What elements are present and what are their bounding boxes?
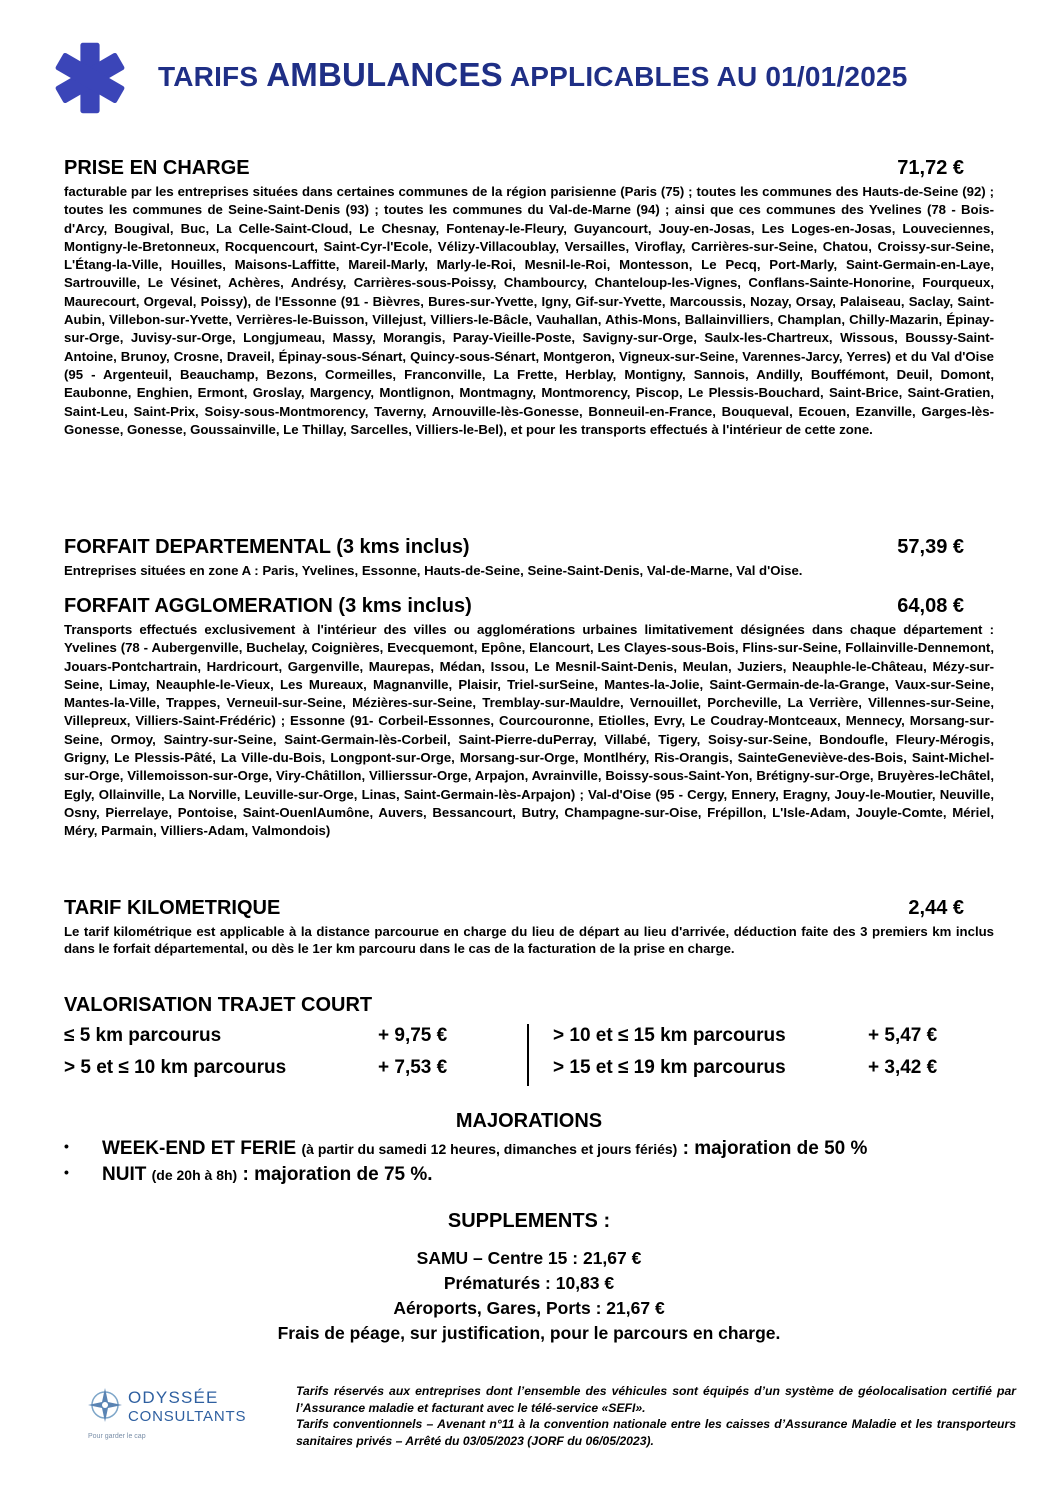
majoration-detail: (de 20h à 8h) bbox=[151, 1167, 238, 1183]
section-text: Entreprises situées en zone A : Paris, Yvelines, Essonne, Hauts-de-Seine, Seine-Saint-Denis, Val-de-Marne, Val d'Oise. bbox=[64, 563, 803, 578]
section-title: FORFAIT AGGLOMERATION (3 kms inclus) bbox=[64, 595, 472, 617]
majoration-label: NUIT bbox=[102, 1164, 147, 1185]
majoration-detail: (à partir du samedi 12 heures, dimanches et jours fériés) bbox=[301, 1141, 678, 1157]
section-forfait-departemental bbox=[64, 535, 994, 580]
bullet-icon: • bbox=[64, 1164, 69, 1180]
supplements-title: SUPPLEMENTS : bbox=[447, 1210, 611, 1232]
valo-label: ≤ 5 km parcourus bbox=[64, 1025, 222, 1046]
bullet-icon: • bbox=[64, 1138, 69, 1154]
section-text: Le tarif kilométrique est applicable à la distance parcourue en charge du lieu de départ au lieu d'arrivée, déduction faite des 3 premiers km inclus dans le forfait départemental, ou dès le 1er km parcouru dans le cas de la facturation de la prise en charge. bbox=[64, 924, 994, 956]
footer-note-2: Tarifs conventionnels – Avenant n°11 à la convention nationale entre les caisses d’Assurance Maladie et les transporteurs sanitaires privés – Arrêté du 03/05/2023 (JORF du 06/05/2023). bbox=[296, 1417, 1016, 1448]
section-price: 57,39 € bbox=[897, 536, 964, 558]
supplement-line: Aéroports, Gares, Ports : 21,67 € bbox=[393, 1298, 665, 1318]
supplement-line: Frais de péage, sur justification, pour le parcours en charge. bbox=[277, 1323, 781, 1343]
section-title: TARIF KILOMETRIQUE bbox=[64, 897, 281, 919]
valo-value: + 3,42 € bbox=[868, 1057, 938, 1078]
compass-icon bbox=[86, 1385, 124, 1427]
valo-label: > 15 et ≤ 19 km parcourus bbox=[553, 1057, 786, 1078]
section-title: PRISE EN CHARGE bbox=[64, 157, 250, 179]
valo-value: + 9,75 € bbox=[378, 1025, 448, 1046]
majoration-value: : majoration de 50 % bbox=[682, 1138, 868, 1159]
supplement-line: Prématurés : 10,83 € bbox=[443, 1273, 615, 1293]
majoration-value: : majoration de 75 %. bbox=[242, 1164, 433, 1185]
footer-note-1: Tarifs réservés aux entreprises dont l’ensemble des véhicules sont équipés d’un système de géolocalisation certifié par l’Assurance maladie et facturant avec le télé-service «SEFI». bbox=[296, 1384, 1016, 1415]
majorations-title: MAJORATIONS bbox=[455, 1110, 603, 1132]
section-text: facturable par les entreprises situées dans certaines communes de la région parisienne (Paris (75) ; toutes les communes des Hauts-de-Seine (92) ; toutes les communes de Seine-Saint-Denis (93) ; toutes les communes du Val-de-Marne (94) ; ainsi que ces communes des Yvelines (78 - Bois-d'Arcy, Bougival, Buc, La Celle-Saint-Cloud, Le Chesnay, Fontenay-le-Fleury, Guyancourt, Jouy-en-Josas, Les Loges-en-Josas, Louveciennes, Montigny-le-Bretonneux, Rocquencourt, Saint-Cyr-l'Ecole, Vélizy-Villacoublay, Versailles, Viroflay, Carrières-sur-Seine, Chatou, Croissy-sur-Seine, L'Étang-la-Ville, Houilles, Maisons-Laffitte, Mareil-Marly, Marly-le-Roi, Mesnil-le-Roi, Montesson, Le Pecq, Port-Marly, Saint-Germain-en-Laye, Sartrouville, Le Vésinet, Achères, Andrésy, Carrières-sous-Poissy, Chambourcy, Chanteloup-les-Vignes, Conflans-Sainte-Honorine, Fourqueux, Maurecourt, Orgeval, Poissy), de l'Essonne (91 - Bièvres, Bures-sur-Yvette, Igny, Gif-sur-Yvette, Marcoussis, Nozay, Orsay, Palaiseau, Saclay, Saint-Aubin, Villebon-sur-Yvette, Verrières-le-Buisson, Villejust, Villiers-le-Bâcle, Vauhallan, Athis-Mons, Ballainvilliers, Champlan, Chilly-Mazarin, Épinay-sur-Orge, Juvisy-sur-Orge, Longjumeau, Massy, Morangis, Paray-Vieille-Poste, Savigny-sur-Orge, Saulx-les-Chartreux, Wissous, Boussy-Saint-Antoine, Brunoy, Crosne, Draveil, Épinay-sous-Sénart, Quincy-sous-Sénart, Montgeron, Vigneux-sur-Seine, Varennes-Jarcy, Yerres) et du Val d'Oise (95 - Argenteuil, Beauchamp, Bezons, Cormeilles, Franconville, La Frette, Herblay, Montigny, Sannois, Andilly, Bouffémont, Deuil, Domont, Eaubonne, Enghien, Ermont, Groslay, Margency, Montlignon, Montmagny, Montmorency, Piscop, Le Plessis-Bouchard, Saint-Brice, Saint-Gratien, Saint-Leu, Saint-Prix, Soisy-sous-Montmorency, Taverny, Arnouville-lès-Gonesse, Bonneuil-en-France, Bouqueval, Ecouen, Ezanville, Garges-lès-Gonesse, Gonesse, Goussainville, Le Thillay, Sarcelles, Villiers-le-Bel), et pour les transports effectués à l'intérieur de cette zone. bbox=[64, 184, 994, 437]
logo-name: ODYSSÉE bbox=[128, 1388, 219, 1407]
valo-value: + 5,47 € bbox=[868, 1025, 938, 1046]
section-prise-en-charge bbox=[64, 156, 994, 439]
section-valorisation bbox=[64, 993, 994, 1017]
section-forfait-agglomeration bbox=[64, 594, 994, 841]
section-title: FORFAIT DEPARTEMENTAL (3 kms inclus) bbox=[64, 536, 470, 558]
page-title: TARIFS AMBULANCES APPLICABLES AU 01/01/2025 bbox=[158, 56, 908, 93]
star-of-life-icon bbox=[50, 38, 130, 118]
logo-tagline: Pour garder le cap bbox=[88, 1433, 146, 1440]
supplement-line: SAMU – Centre 15 : 21,67 € bbox=[416, 1248, 642, 1268]
table-divider bbox=[527, 1024, 529, 1086]
valo-label: > 10 et ≤ 15 km parcourus bbox=[553, 1025, 786, 1046]
footer-note bbox=[296, 1383, 1016, 1449]
section-price: 2,44 € bbox=[908, 897, 964, 919]
majoration-label: WEEK-END ET FERIE bbox=[102, 1138, 297, 1159]
section-title: VALORISATION TRAJET COURT bbox=[64, 994, 373, 1016]
section-text: Transports effectués exclusivement à l'intérieur des villes ou agglomérations urbaines limitativement désignées dans chaque département : Yvelines (78 - Aubergenville, Buchelay, Coignières, Evecquemont, Epône, Elancourt, Les Clayes-sous-Bois, Flins-sur-Seine, Follainville-Dennemont, Jouars-Pontchartrain, Hardricourt, Gargenville, Maurepas, Médan, Issou, Le Mesnil-Saint-Denis, Meulan, Juziers, Neauphle-le-Château, Mézy-sur-Seine, Limay, Neauphle-le-Vieux, Les Mureaux, Magnanville, Plaisir, Triel-surSeine, Mantes-la-Jolie, Saint-Germain-de-la-Grange, Vaux-sur-Seine, Mantes-la-Ville, Trappes, Verneuil-sur-Seine, Mézières-sur-Seine, Tremblay-sur-Mauldre, Vernouillet, Porcheville, La Verrière, Villennes-sur-Seine, Villepreux, Villiers-Saint-Frédéric) ; Essonne (91- Corbeil-Essonnes, Courcouronne, Etiolles, Evry, Le Coudray-Montceaux, Mennecy, Morsang-sur-Seine, Ormoy, Saintry-sur-Seine, Saint-Germain-lès-Corbeil, Saint-Pierre-duPerray, Villabé, Tigery, Soisy-sur-Seine, Bondoufle, Fleury-Mérogis, Grigny, Le Plessis-Pâté, La Ville-du-Bois, Longpont-sur-Orge, Morsang-sur-Orge, Montlhéry, Ris-Orangis, SainteGeneviève-des-Bois, Saint-Michel-sur-Orge, Villemoisson-sur-Orge, Viry-Châtillon, Villierssur-Orge, Arpajon, Avrainville, Boissy-sous-Saint-Yon, Brétigny-sur-Orge, Bruyères-leChâtel, Egly, Ollainville, La Norville, Leuville-sur-Orge, Linas, Saint-Germain-lès-Arpajon) ; Val-d'Oise (95 - Cergy, Ennery, Eragny, Jouy-le-Moutier, Neuville, Osny, Pierrelaye, Pontoise, Saint-OuenlAumône, Auvers, Bessancourt, Butry, Champagne-sur-Oise, Frépillon, L'Isle-Adam, Jouyle-Comte, Mériel, Méry, Parmain, Villiers-Adam, Valmondois) bbox=[64, 622, 994, 839]
section-tarif-kilometrique bbox=[64, 896, 994, 957]
odyssee-logo bbox=[86, 1385, 256, 1447]
section-price: 71,72 € bbox=[897, 157, 964, 179]
section-price: 64,08 € bbox=[897, 595, 964, 617]
valo-label: > 5 et ≤ 10 km parcourus bbox=[64, 1057, 287, 1078]
valo-value: + 7,53 € bbox=[378, 1057, 448, 1078]
logo-sub: CONSULTANTS bbox=[128, 1408, 247, 1425]
